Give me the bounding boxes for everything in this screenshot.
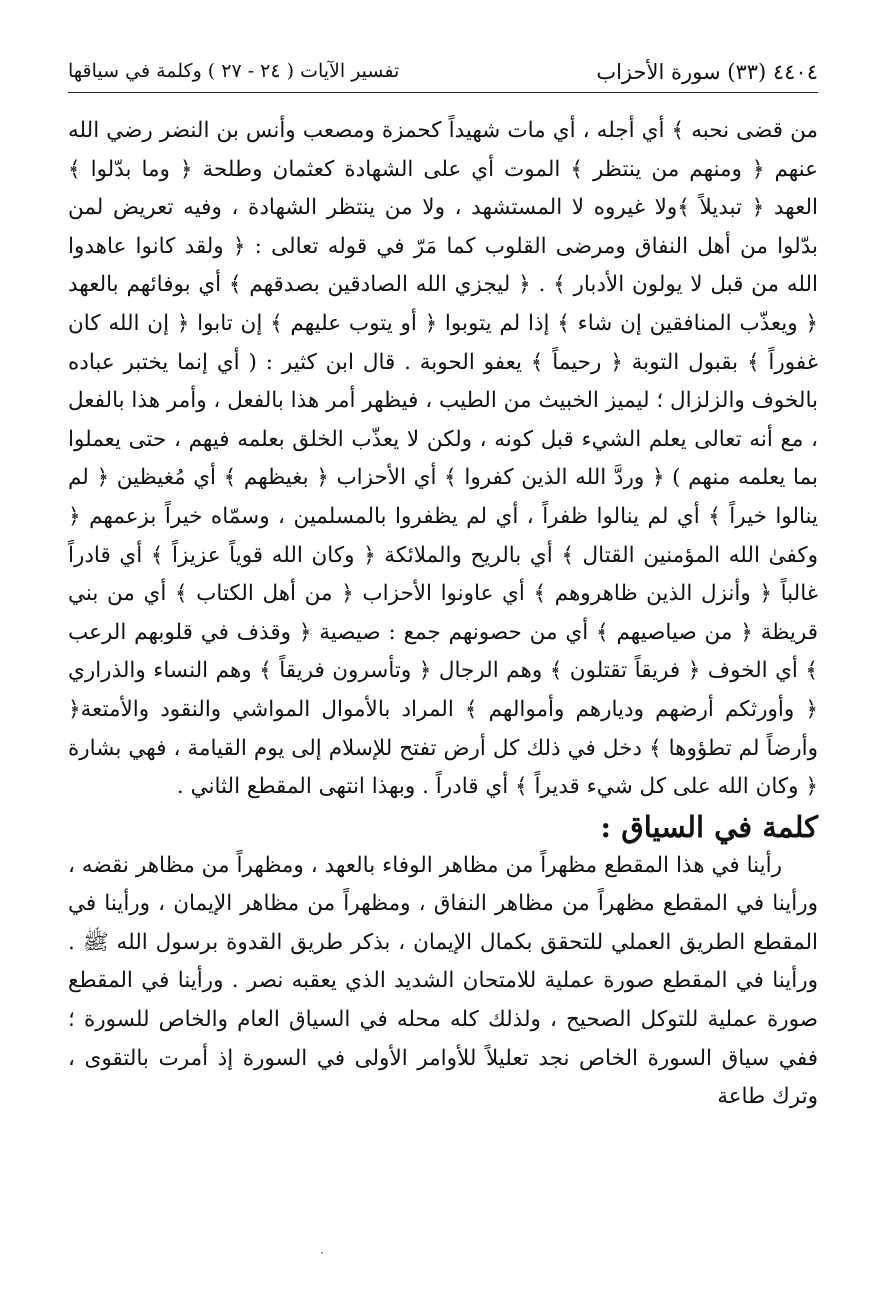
- section-heading: تفسير الآيات ( ٢٤ - ٢٧ ) وكلمة في سياقها: [68, 60, 400, 82]
- context-paragraph: رأينا في هذا المقطع مظهراً من مظاهر الوفاء بالعهد ، ومظهراً من مظاهر نقضه ، ورأينا في المقطع مظهراً من مظاهر النفاق ، ومظهراً من مظاهر الإيمان ، ورأينا في المقطع الطريق العملي للتحقق بكمال الإيمان ، بذكر طريق القدوة برسول الله ﷺ . ورأينا في المقطع صورة عملية للامتحان الشديد الذي يعقبه نصر . ورأينا في المقطع صورة عملية للتوكل الصحيح ، ولذلك كله محله في السياق العام والخاص للسورة ؛ ففي سياق السورة الخاص نجد تعليلاً للأوامر الأولى في السورة إذ أمرت بالتقوى ، وترك طاعة: [68, 852, 818, 1110]
- section-title: كلمة في السياق :: [600, 809, 818, 844]
- stray-mark: ·: [320, 1246, 324, 1260]
- page-number-and-surah: ٤٤٠٤ (٣٣) سورة الأحزاب: [596, 60, 818, 84]
- running-header: [68, 52, 818, 93]
- page-body: [68, 112, 818, 1117]
- tafsir-paragraph: من قضى نحبه ﴾ أي أجله ، أي مات شهيداً كحمزة ومصعب وأنس بن النضر رضي الله عنهم ﴿ ومنهم من ينتظر ﴾ الموت أي على الشهادة كعثمان وطلحة ﴿ وما بدّلوا ﴾ العهد ﴿ تبديلاً ﴾ولا غيروه لا المستشهد ، ولا من ينتظر الشهادة ، وفيه تعريض لمن بدّلوا من أهل النفاق ومرضى القلوب كما مَرّ في قوله تعالى : ﴿ ولقد كانوا عاهدوا الله من قبل لا يولون الأدبار ﴾ . ﴿ ليجزي الله الصادقين بصدقهم ﴾ أي بوفائهم بالعهد ﴿ ويعذّب المنافقين إن شاء ﴾ إذا لم يتوبوا ﴿ أو يتوب عليهم ﴾ إن تابوا ﴿ إن الله كان غفوراً ﴾ بقبول التوبة ﴿ رحيماً ﴾ يعفو الحوبة . قال ابن كثير : ( أي إنما يختبر عباده بالخوف والزلزال ؛ ليميز الخبيث من الطيب ، فيظهر أمر هذا بالفعل ، وأمر هذا بالفعل ، مع أنه تعالى يعلم الشيء قبل كونه ، ولكن لا يعذّب الخلق بعلمه فيهم ، حتى يعملوا بما يعلمه منهم ) ﴿ وردَّ الله الذين كفروا ﴾ أي الأحزاب ﴿ بغيظهم ﴾ أي مُغيظين ﴿ لم ينالوا خيراً ﴾ أي لم ينالوا ظفراً ، أي لم يظفروا بالمسلمين ، وسمّاه خيراً بزعمهم ﴿ وكفىٰ الله المؤمنين القتال ﴾ أي بالريح والملائكة ﴿ وكان الله قوياً عزيزاً ﴾ أي قادراً غالباً ﴿ وأنزل الذين ظاهروهم ﴾ أي عاونوا الأحزاب ﴿ من أهل الكتاب ﴾ أي من بني قريظة ﴿ من صياصيهم ﴾ أي من حصونهم جمع : صيصية ﴿ وقذف في قلوبهم الرعب ﴾ أي الخوف ﴿ فريقاً تقتلون ﴾ وهم الرجال ﴿ وتأسرون فريقاً ﴾ وهم النساء والذراري ﴿ وأورثكم أرضهم وديارهم وأموالهم ﴾ المراد بالأموال المواشي والنقود والأمتعة﴿ وأرضاً لم تطؤوها ﴾ دخل في ذلك كل أرض تفتح للإسلام إلى يوم القيامة ، فهي بشارة ﴿ وكان الله على كل شيء قديراً ﴾ أي قادراً . وبهذا انتهى المقطع الثاني .: [67, 118, 818, 800]
